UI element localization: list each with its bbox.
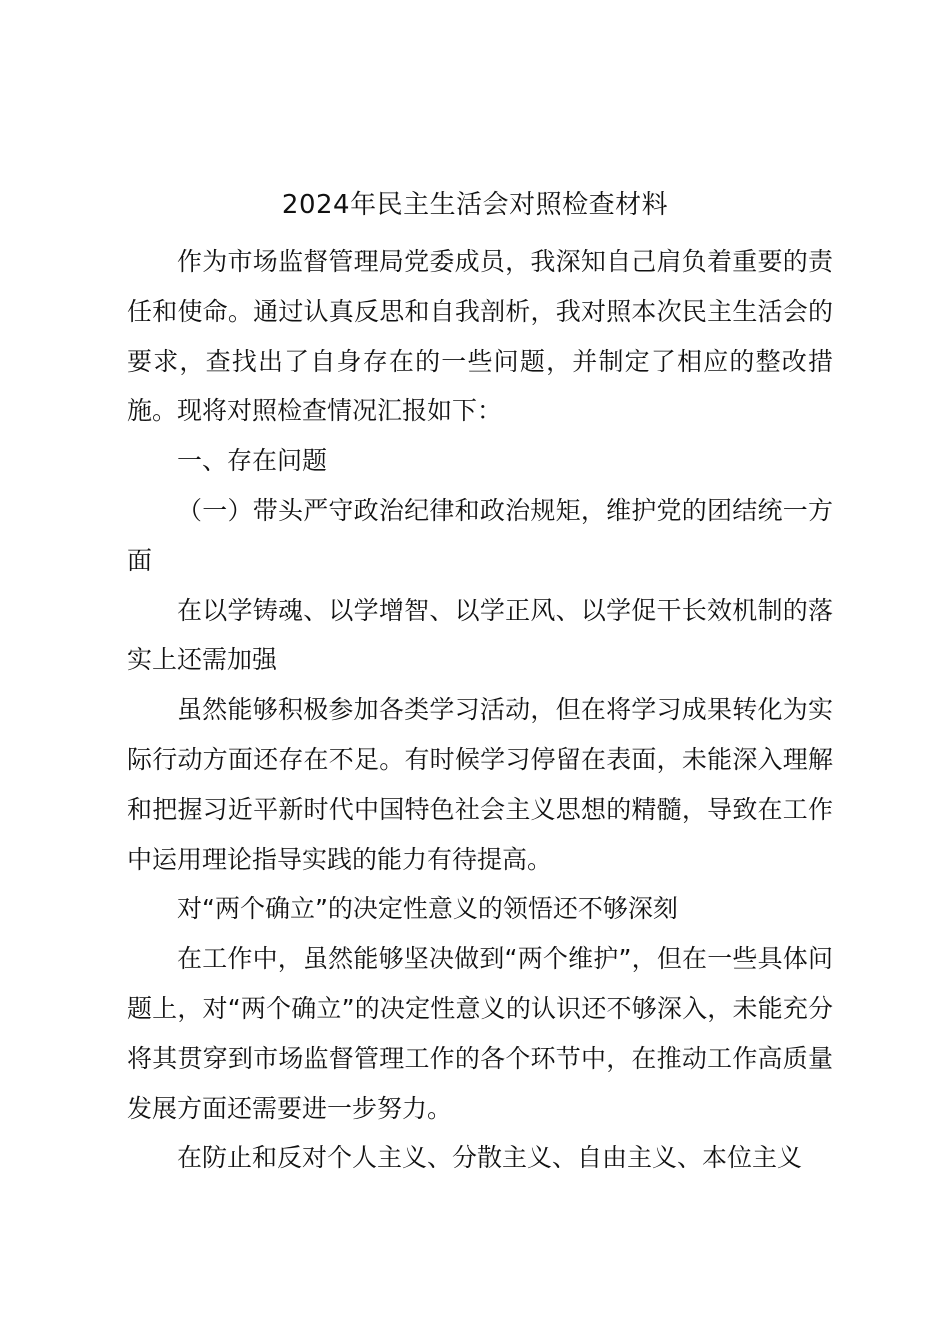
topic-heading: 在防止和反对个人主义、分散主义、自由主义、本位主义: [177, 1143, 803, 1173]
subsection-heading: （一）带头严守政治纪律和政治规矩，维护党的团结统一方面: [127, 495, 833, 575]
paragraph: 在工作中，虽然能够坚决做到“两个维护”，但在一些具体问题上，对“两个确立”的决定性意义的认识还不够深入，未能充分将其贯穿到市场监督管理工作的各个环节中，在推动工作高质量发展方面还需要进一步努力。: [127, 944, 833, 1123]
section-heading: 一、存在问题: [177, 446, 328, 476]
document-title: 2024年民主生活会对照检查材料: [281, 190, 669, 220]
topic-heading: 对“两个确立”的决定性意义的领悟还不够深刻: [177, 894, 678, 924]
document-body: [127, 237, 833, 1183]
paragraph: 虽然能够积极参加各类学习活动，但在将学习成果转化为实际行动方面还存在不足。有时候学习停留在表面，未能深入理解和把握习近平新时代中国特色社会主义思想的精髓，导致在工作中运用理论指导实践的能力有待提高。: [127, 695, 833, 874]
topic-heading: 在以学铸魂、以学增智、以学正风、以学促干长效机制的落实上还需加强: [127, 595, 833, 675]
paragraph-intro: 作为市场监督管理局党委成员，我深知自己肩负着重要的责任和使命。通过认真反思和自我剖析，我对照本次民主生活会的要求，查找出了自身存在的一些问题，并制定了相应的整改措施。现将对照检查情况汇报如下：: [127, 247, 833, 426]
